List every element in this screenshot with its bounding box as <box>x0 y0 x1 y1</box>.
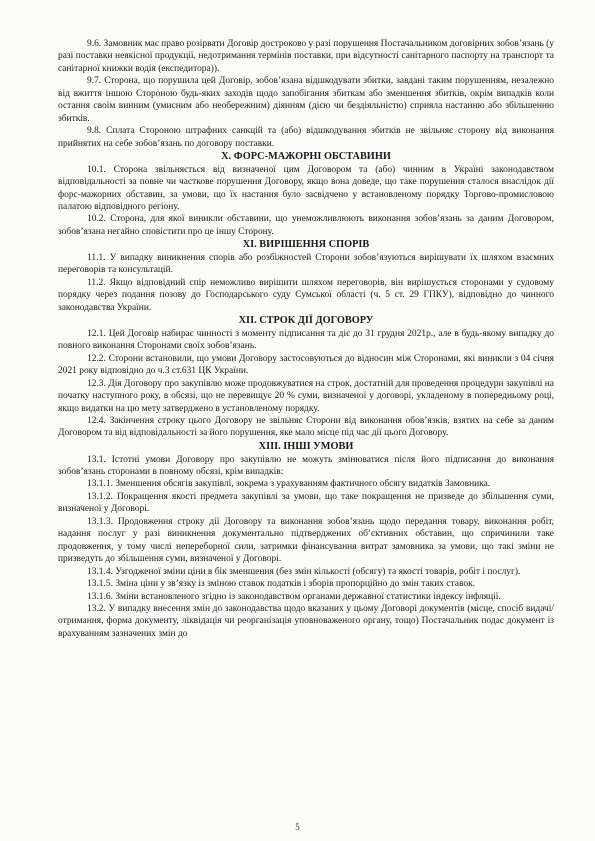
paragraph: 12.4. Закінчення строку цього Договору не звільняє Сторони від виконання обов’язків, взятих на себе за даним Договором та від відповідальності за його порушення, яке мало місце під час дії цього Договору. <box>58 416 554 439</box>
paragraph: 13.1.4. Узгодженої зміни ціни в бік зменшення (без змін кількості (обсягу) та якості товарів, робіт і послуг). <box>87 566 521 577</box>
paragraph: 13.1.1. Зменшення обсягів закупівлі, зокрема з урахуванням фактичного обсягу видатків Замовника. <box>87 479 491 490</box>
paragraph: 11.1. У випадку виникнення спорів або розбіжностей Сторони зобов’язуються вирішувати їх шляхом взаємних переговорів та консультацій. <box>58 252 554 276</box>
section-heading: X. ФОРС-МАЖОРНІ ОБСТАВИНИ <box>221 151 391 163</box>
paragraph: 13.1.3. Продовження строку дії Договору та виконання зобов’язань щодо передання товару, виконання робіт, надання послуг у разі виникнення документально підтверджених об’єктивних обставин, що спричинили таке продовження, у тому числі непереборної сили, затримки фінансування витрат замовника за умови, що такі зміни не призведуть до збільшення суми, визначеної у Договорі. <box>58 516 554 565</box>
paragraph: 9.6. Замовник має право розірвати Договір достроково у разі порушення Постачальником договірних зобов’язань (у разі поставки неякісної продукції, недотримання термінів поставки, при відсутності санітарного паспорту на транспорт та санітарної книжки водія (експедитора)). <box>58 39 554 74</box>
page-number: 5 <box>295 822 300 832</box>
paragraph: 13.1.5. Зміна ціни у зв’язку із зміною ставок податків і зборів пропорційно до змін таких ставок. <box>87 579 476 590</box>
paragraph: 13.1. Істотні умови Договору про закупівлю не можуть змінюватися після його підписання до виконання зобов’язань сторонами в повному обсязі, крім випадків: <box>58 454 554 477</box>
paragraph: 9.7. Сторона, що порушила цей Договір, зобов’язана відшкодувати збитки, завдані таким порушенням, незалежно від вжиття іншою Стороною будь-яких заходів щодо запобігання збиткам або зменшення збитків, окрім випадків коли остання своїм винним (умисним або необережним) діянням (дією чи бездіяльністю) сприяла настанню або збільшенню збитків. <box>58 76 554 124</box>
paragraph: 10.1. Сторона звільняється від визначеної цим Договором та (або) чинним в Україні законодавством відповідальності за повне чи часткове порушення Договору, якщо вона доведе, що таке порушення сталося внаслідок дії форс-мажорних обставин, за умови, що їх настання було засвідчено у встановленому порядку Торгово-промисловою палатою відповідного регіону. <box>58 164 554 213</box>
paragraph: 10.2. Сторона, для якої виникли обставини, що унеможливлюють виконання зобов’язань за даним Договором, зобов’язана негайно сповістити про це іншу Сторону. <box>58 214 554 237</box>
paragraph: 11.2. Якщо відповідний спір неможливо вирішити шляхом переговорів, він вирішується сторонами у судовому порядку через подання позову до Господарського суду Сумської області (ч. 5 ст. 29 ГПКУ), відповідно до чинного законодавства України. <box>58 277 554 313</box>
paragraph: 13.1.6. Зміни встановленого згідно із законодавством органами державної статистики індексу інфляції. <box>87 591 501 602</box>
section-heading: XIII. ІНШІ УМОВИ <box>258 440 354 452</box>
paragraph: 12.2. Сторони встановили, що умови Договору застосовуються до відносин між Сторонами, які виникли з 04 січня 2021 року відповідно до ч.3 ст.631 ЦК України. <box>58 353 554 377</box>
paragraph: 12.3. Дія Договору про закупівлю може продовжуватися на строк, достатній для проведення процедури закупівлі на початку наступного року, в обсязі, що не перевищує 20 % суми, визначеної у договорі, укладеному в попередньому році, якщо видатки на цю мету затверджено в установленому порядку. <box>58 378 554 414</box>
section-heading: XI. ВИРІШЕННЯ СПОРІВ <box>242 239 370 251</box>
section-heading: XII. СТРОК ДІЇ ДОГОВОРУ <box>238 315 374 327</box>
paragraph: 12.1. Цей Договір набирає чинності з моменту підписання та діє до 31 грудня 2021р., але в будь-якому випадку до повного виконання Сторонами своїх зобов’язань. <box>58 328 554 352</box>
paragraph: 13.1.2. Покращення якості предмета закупівлі за умови, що таке покращення не призведе до збільшення суми, визначеної у Договорі. <box>58 491 554 515</box>
document-body <box>58 38 554 640</box>
paragraph: 9.8. Сплата Стороною штрафних санкцій та (або) відшкодування збитків не звільняє сторону від виконання прийнятих на себе зобов’язань по договору поставки. <box>58 126 554 149</box>
paragraph: 13.2. У випадку внесення змін до законодавства щодо вказаних у цьому Договорі документів (місце, спосіб видачі/отримання, форма документу, ліквідація чи реорганізація уповноваженого органу, тощо) Постачальник подає документ із врахуванням зазначених змін до <box>58 603 554 639</box>
